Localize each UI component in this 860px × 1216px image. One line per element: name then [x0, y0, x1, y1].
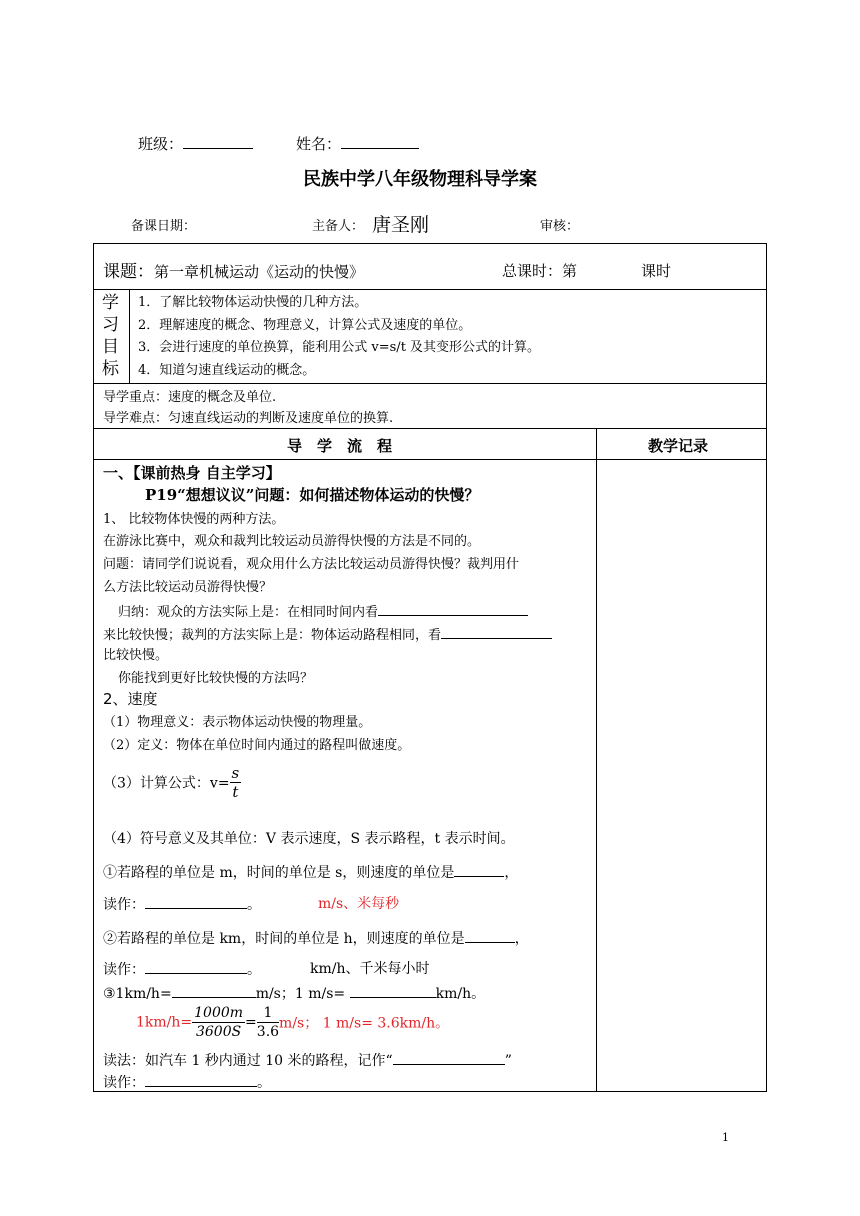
summary-blank-1[interactable]	[378, 600, 528, 616]
key-point: 导学重点：速度的概念及单位.	[103, 390, 277, 405]
definition: （2）定义：物体在单位时间内通过的路程叫做速度。	[103, 738, 411, 753]
p19-question: P19“想想议议”问题：如何描述物体运动的快慢？	[145, 486, 480, 504]
swim-text: 在游泳比赛中，观众和裁判比较运动员游得快慢的方法是不同的。	[103, 534, 481, 549]
summary-line-3: 比较快慢。	[103, 648, 169, 663]
preparer-name: 唐圣刚	[372, 214, 430, 236]
record-blank[interactable]	[393, 1049, 505, 1065]
question-line-2: 么方法比较运动员游得快慢？	[103, 580, 273, 595]
better-method: 你能找到更好比较快慢的方法吗？	[118, 671, 314, 686]
goal-item: 4．知道匀速直线运动的概念。	[138, 362, 316, 378]
teaching-record-header: 教学记录	[648, 437, 709, 455]
class-blank[interactable]	[183, 133, 253, 149]
read-line-1: 读作： 。	[103, 893, 261, 914]
summary-blank-2[interactable]	[441, 623, 552, 639]
page-number: 1	[722, 1131, 729, 1144]
answer-2: km/h、千米每小时	[310, 961, 430, 977]
formula: （3）计算公式：v= $\frac{s}{t}$	[103, 764, 240, 801]
review-label: 审核：	[540, 219, 580, 234]
read-blank-2[interactable]	[145, 958, 247, 974]
name-blank[interactable]	[341, 133, 419, 149]
unit-blank-1[interactable]	[454, 861, 504, 877]
fraction-1000m-3600s: $\frac{1000m}{3600S}$	[194, 1005, 244, 1040]
convert-blank-1[interactable]	[172, 982, 256, 998]
goals-list	[138, 292, 540, 382]
formula-fraction: $\frac{s}{t}$	[231, 764, 240, 801]
convert-blank-2[interactable]	[350, 982, 436, 998]
name-label: 姓名：	[296, 133, 419, 154]
prep-date-label: 备课日期：	[131, 219, 197, 234]
item-2: 2、速度	[103, 690, 158, 708]
page-title: 民族中学八年级物理科导学案	[303, 169, 537, 190]
focus-block	[103, 387, 393, 429]
read-line-3: 读作： 。	[103, 1071, 271, 1092]
question-line-1: 问题：请同学们说说看，观众用什么方法比较运动员游得快慢？裁判用什	[103, 557, 520, 572]
topic-row: 课题：第一章机械运动《运动的快慢》	[103, 262, 365, 282]
read-method: 读法：如汽车 1 秒内通过 10 米的路程，记作“ ”	[103, 1049, 512, 1070]
summary-line-1: 归纳：观众的方法实际上是：在相同时间内看	[118, 600, 528, 620]
convert-answer: 1km/h= $\frac{1000m}{3600S}$ = $\frac{1}{3.6}$ m/s； 1 m/s= 3.6km/h。	[136, 1005, 450, 1040]
unit-blank-2[interactable]	[465, 927, 515, 943]
unit-line-1: ①若路程的单位是 m，时间的单位是 s，则速度的单位是 ，	[103, 861, 518, 882]
goals-label: 学 习 目 标	[102, 293, 119, 379]
read-blank-3[interactable]	[145, 1071, 257, 1087]
preparer-label: 主备人：	[312, 219, 365, 234]
summary-line-2: 来比较快慢；裁判的方法实际上是：物体运动路程相同，看	[103, 623, 552, 643]
symbols: （4）符号意义及其单位：V 表示速度，S 表示路程，t 表示时间。	[103, 831, 515, 847]
goal-item: 2．理解速度的概念、物理意义，计算公式及速度的单位。	[138, 317, 472, 333]
class-label: 班级：	[138, 133, 253, 154]
meaning: （1）物理意义：表示物体运动快慢的物理量。	[103, 715, 372, 730]
item-1: 1、 比较物体快慢的两种方法。	[103, 512, 285, 527]
total-hours-label: 总课时：第	[502, 262, 578, 280]
convert-line: ③1km/h= m/s；1 m/s= km/h。	[103, 982, 485, 1003]
section-1-title: 一、【课前热身 自主学习】	[103, 464, 281, 482]
goal-item: 1．了解比较物体运动快慢的几种方法。	[138, 295, 368, 310]
read-line-2: 读作： 。	[103, 958, 261, 979]
total-hours-unit: 课时	[641, 262, 672, 280]
goal-item: 3．会进行速度的单位换算，能利用公式 v=s/t 及其变形公式的计算。	[138, 340, 541, 355]
unit-line-2: ②若路程的单位是 km，时间的单位是 h，则速度的单位是 ，	[103, 927, 529, 948]
fraction-1-3-6: $\frac{1}{3.6}$	[256, 1005, 280, 1040]
read-blank-1[interactable]	[145, 893, 247, 909]
difficulty: 导学难点：匀速直线运动的判断及速度单位的换算.	[103, 411, 394, 426]
answer-1: m/s、米每秒	[318, 896, 400, 912]
flow-header: 导 学 流 程	[287, 437, 393, 455]
